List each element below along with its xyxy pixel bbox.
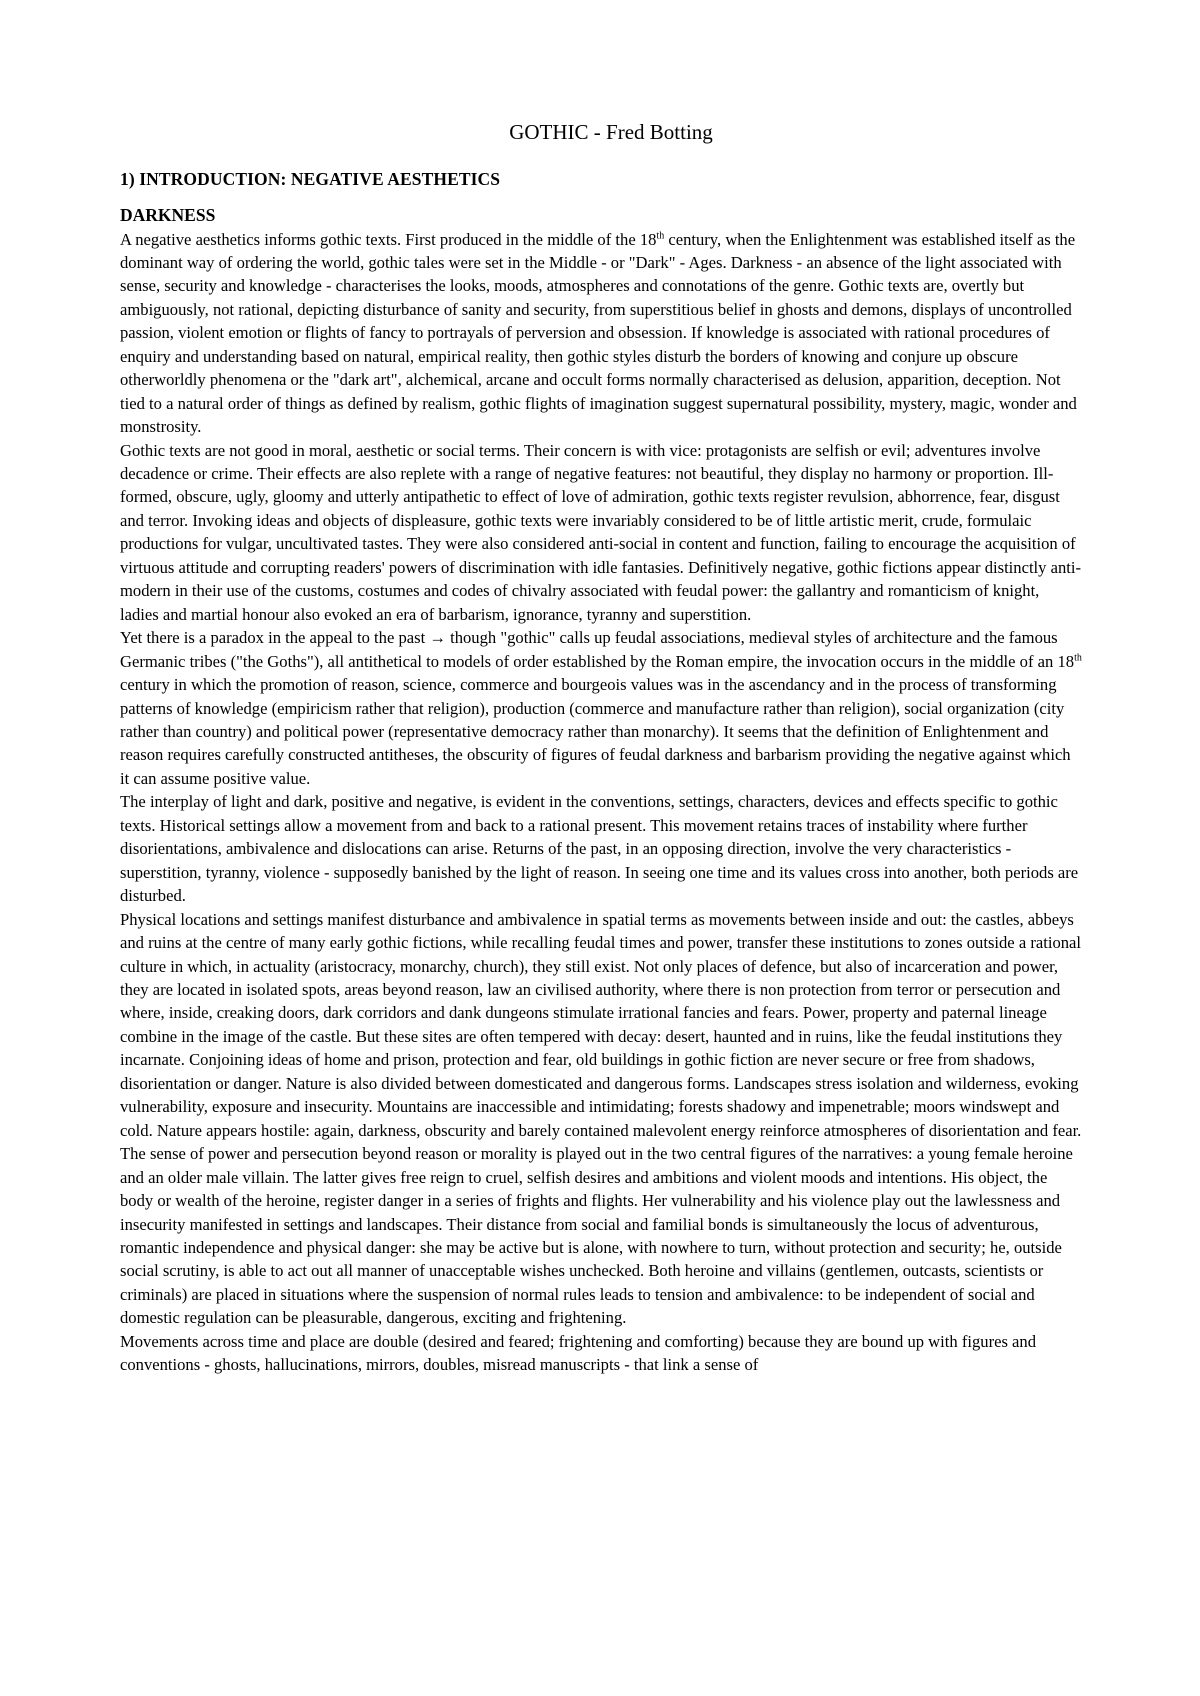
paragraph-3 [120, 626, 1082, 790]
section-heading: 1) INTRODUCTION: NEGATIVE AESTHETICS [120, 169, 501, 189]
superscript-th: th [1074, 652, 1082, 664]
paragraph-3-part-1: Yet there is a paradox in the appeal to the past → though "gothic" calls up feudal associations, medieval styles of architecture and the famous Germanic tribes ("the Goths"), all antithetical to models of order established by the Roman empire, the invocation occurs in the middle of an 18 [120, 628, 1075, 671]
body-text [120, 228, 1082, 1377]
paragraph-3-part-2: century in which the promotion of reason, science, commerce and bourgeois values was in the ascendancy and in the process of transforming patterns of knowledge (empiricism rather that religion), production (commerce and manufacture rather than religion), social organization (city rather than country) and political power (representative democracy rather than monarchy). It seems that the definition of Enlightenment and reason requires carefully constructed antitheses, the obscurity of figures of feudal darkness and barbarism providing the negative against which it can assume positive value. [120, 675, 1071, 788]
paragraph-7: Movements across time and place are double (desired and feared; frightening and comforting) because they are bound up with figures and conventions - ghosts, hallucinations, mirrors, doubles, misread manuscripts - that link a sense of [120, 1331, 1037, 1375]
paragraph-1-part-1: A negative aesthetics informs gothic texts. First produced in the middle of the 18 [120, 229, 657, 249]
paragraph-6: The sense of power and persecution beyond reason or morality is played out in the two central figures of the narratives: a young female heroine and an older male villain. The latter gives free reign to cruel, selfish desires and ambitions and violent moods and intentions. His object, the body or wealth of the heroine, register danger in a series of frights and flights. Her vulnerability and his violence play out the lawlessness and insecurity manifested in settings and landscapes. Their distance from social and familial bonds is simultaneously the locus of adventurous, romantic independence and physical danger: she may be active but is alone, with nowhere to turn, without protection and security; he, outside social scrutiny, is able to act out all manner of unacceptable wishes unchecked. Both heroine and villains (gentlemen, outcasts, scientists or criminals) are placed in situations where the suspension of normal rules leads to tension and ambivalence: to be independent of social and domestic regulation can be pleasurable, dangerous, exciting and frightening. [120, 1144, 1073, 1328]
document-title: GOTHIC - Fred Botting [509, 120, 713, 144]
paragraph-2: Gothic texts are not good in moral, aesthetic or social terms. Their concern is with vice: protagonists are selfish or evil; adventures involve decadence or crime. Their effects are also replete with a range of negative features: not beautiful, they display no harmony or proportion. Ill-formed, obscure, ugly, gloomy and utterly antipathetic to effect of love of admiration, gothic texts register revulsion, abhorrence, fear, disgust and terror. Invoking ideas and objects of displeasure, gothic texts were invariably considered to be of little artistic merit, crude, formulaic productions for vulgar, uncultivated tastes. They were also considered anti-social in content and function, failing to encourage the acquisition of virtuous attitude and corrupting readers' powers of discrimination with idle fantasies. Definitively negative, gothic fictions appear distinctly anti-modern in their use of the customs, costumes and codes of chivalry associated with feudal power: the gallantry and romanticism of knight, ladies and martial honour also evoked an era of barbarism, ignorance, tyranny and superstition. [120, 440, 1082, 624]
document-page [120, 120, 1082, 1377]
superscript-th: th [656, 229, 665, 241]
subheading-darkness: DARKNESS [120, 205, 216, 225]
paragraph-1-part-2: century, when the Enlightenment was established itself as the dominant way of ordering the world, gothic tales were set in the Middle - or "Dark" - Ages. Darkness - an absence of the light associated with sense, security and knowledge - characterises the looks, moods, atmospheres and connotations of the genre. Gothic texts are, overtly but ambiguously, not rational, depicting disturbance of sanity and security, from superstitious belief in ghosts and demons, displays of uncontrolled passion, violent emotion or flights of fancy to portrayals of perversion and obsession. If knowledge is associated with rational procedures of enquiry and understanding based on natural, empirical reality, then gothic styles disturb the borders of knowing and conjure up obscure otherworldly phenomena or the "dark art", alchemical, arcane and occult forms normally characterised as delusion, apparition, deception. Not tied to a natural order of things as defined by realism, gothic flights of imagination suggest supernatural possibility, mystery, magic, wonder and monstrosity. [120, 229, 1077, 437]
paragraph-4: The interplay of light and dark, positive and negative, is evident in the conventions, settings, characters, devices and effects specific to gothic texts. Historical settings allow a movement from and back to a rational present. This movement retains traces of instability where further disorientations, ambivalence and dislocations can arise. Returns of the past, in an opposing direction, involve the very characteristics - superstition, tyranny, violence - supposedly banished by the light of reason. In seeing one time and its values cross into another, both periods are disturbed. [120, 792, 1079, 906]
paragraph-5: Physical locations and settings manifest disturbance and ambivalence in spatial terms as movements between inside and out: the castles, abbeys and ruins at the centre of many early gothic fictions, while recalling feudal times and power, transfer these institutions to zones outside a rational culture in which, in actuality (aristocracy, monarchy, church), they still exist. Not only places of defence, but also of incarceration and power, they are located in isolated spots, areas beyond reason, law an civilised authority, where there is non protection from terror or persecution and where, inside, creaking doors, dark corridors and dank dungeons stimulate irrational fancies and fears. Power, property and paternal lineage combine in the image of the castle. But these sites are often tempered with decay: desert, haunted and in ruins, like the feudal institutions they incarnate. Conjoining ideas of home and prison, protection and fear, old buildings in gothic fiction are never secure or free from shadows, disorientation or danger. Nature is also divided between domesticated and dangerous forms. Landscapes stress isolation and wilderness, evoking vulnerability, exposure and insecurity. Mountains are inaccessible and intimidating; forests shadowy and impenetrable; moors windswept and cold. Nature appears hostile: again, darkness, obscurity and barely contained malevolent energy reinforce atmospheres of disorientation and fear. [120, 909, 1082, 1140]
paragraph-1 [120, 228, 1082, 439]
